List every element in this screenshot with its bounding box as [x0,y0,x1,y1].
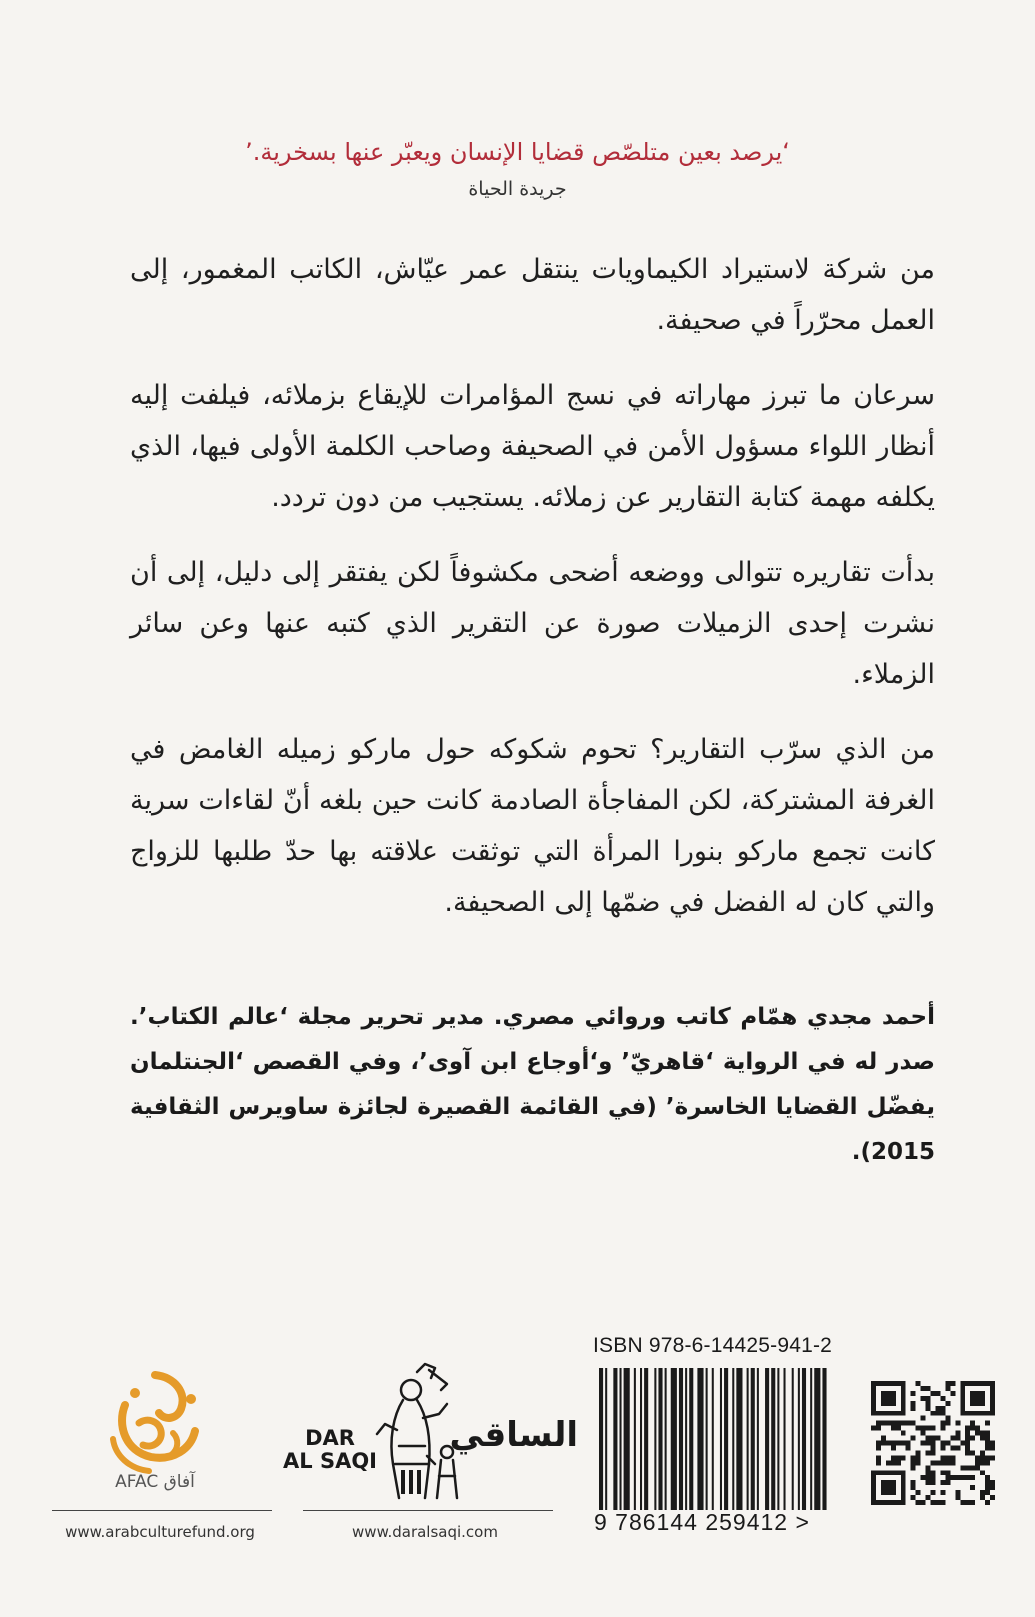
afac-label: AFAC آفاق [115,1472,195,1492]
afac-url: www.arabculturefund.org [65,1523,255,1541]
quote-text: ‘يرصد بعين متلصّص قضايا الإنسان ويعبّر عنها بسخرية.’ [245,138,790,166]
publisher-divider [303,1510,553,1511]
review-quote [100,130,935,204]
publisher-name-line2: AL SAQI [283,1449,377,1473]
afac-divider [52,1510,272,1511]
synopsis-paragraph: من شركة لاستيراد الكيماويات ينتقل عمر عيّاش، الكاتب المغمور، إلى العمل محرّراً في صحيفة. [130,254,935,336]
barcode [597,1368,843,1510]
author-bio: أحمد مجدي همّام كاتب وروائي مصري. مدير تحرير مجلة ‘عالم الكتاب’. صدر له في الرواية ‘قاهريّ’ و‘أوجاع ابن آوى’، وفي القصص ‘الجنتلمان يفضّل القضايا الخاسرة’ (في القائمة القصيرة لجائزة ساويرس الثقافية 2015). [130,1004,935,1165]
synopsis [130,244,935,952]
publisher-name-line1: DAR [305,1426,355,1450]
quote-source: جريدة الحياة [468,178,567,200]
synopsis-paragraph: من الذي سرّب التقارير؟ تحوم شكوكه حول ماركو زميله الغامض في الغرفة المشتركة، لكن المفاجأة الصادمة كانت حين بلغه أنّ لقاءات سرية كانت تجمع ماركو بنورا المرأة التي توثقت علاقته بها حدّ طلبها للزواج والتي كان له الفضل في ضمّها إلى الصحيفة. [130,734,935,918]
isbn-label: ISBN 978-6-14425-941-2 [593,1334,833,1357]
synopsis-paragraph: بدأت تقاريره تتوالى ووضعه أضحى مكشوفاً لكن يفتقر إلى دليل، إلى أن نشرت إحدى الزميلات صورة عن التقرير الذي كتبه عنها وعن سائر الزملاء. [130,557,935,690]
barcode-digits: 9 786144 259412 > [594,1509,810,1535]
qr-code [871,1381,995,1505]
publisher-name-latin [280,1427,380,1473]
publisher-url: www.daralsaqi.com [352,1523,498,1541]
afac-logo [95,1365,215,1485]
publisher-name-arabic: الساقي [449,1415,578,1455]
synopsis-paragraph: سرعان ما تبرز مهاراته في نسج المؤامرات للإيقاع بزملائه، فيلفت إليه أنظار اللواء مسؤول الأمن في الصحيفة وصاحب الكلمة الأولى فيها، الذي يكلفه مهمة كتابة التقارير عن زملائه. يستجيب من دون تردد. [130,380,935,513]
